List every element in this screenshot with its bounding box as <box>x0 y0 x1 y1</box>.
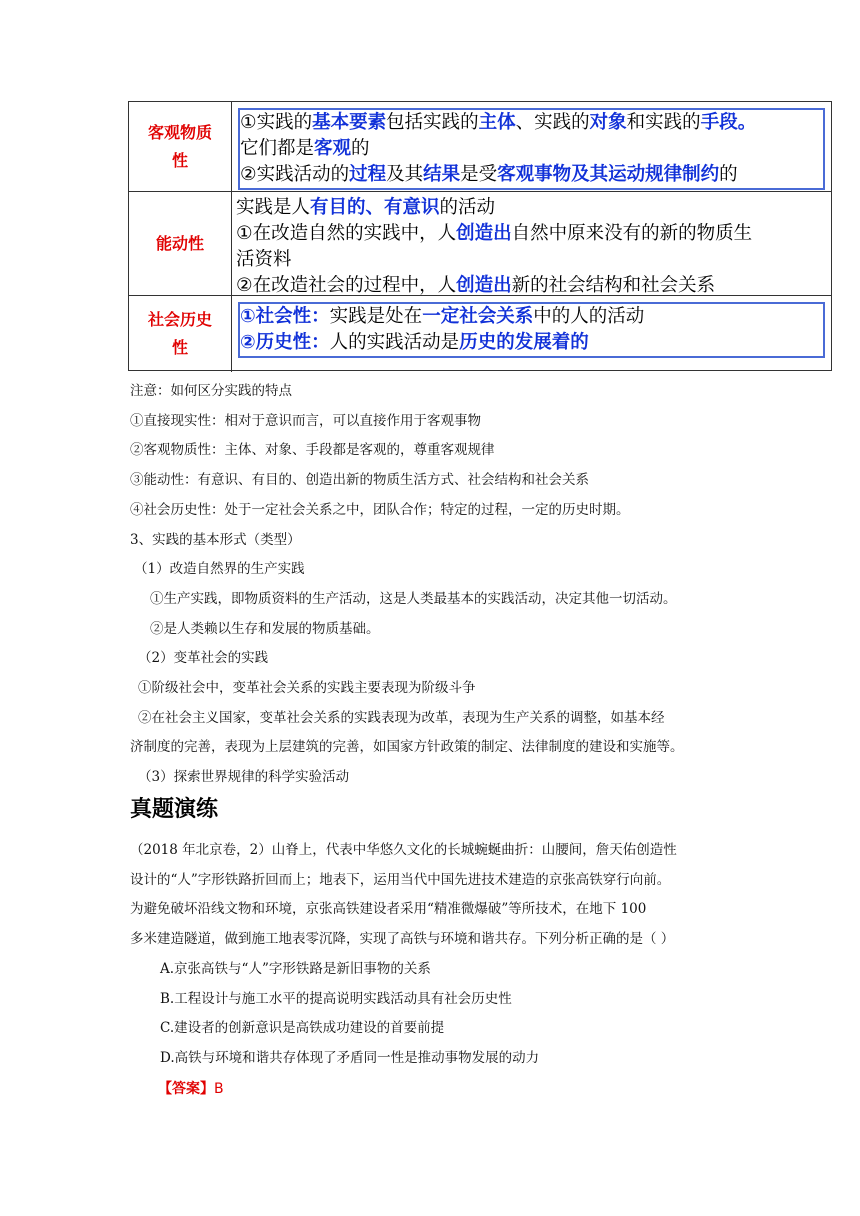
content-line <box>240 304 823 330</box>
content-box <box>238 302 825 358</box>
keyword: 手段。 <box>700 112 757 133</box>
subsection-heading: （2）变革社会的实践 <box>138 650 269 667</box>
section-heading: 3、实践的基本形式（类型） <box>130 531 301 548</box>
text-segment: 新的社会结构和社会关系 <box>511 275 716 296</box>
text-segment: 的 <box>351 138 370 159</box>
text-segment: 实践是处在 <box>329 306 423 327</box>
option-c: C.建设者的创新意识是高铁成功建设的首要前提 <box>160 1020 445 1036</box>
question-stem <box>130 836 740 955</box>
row-content <box>232 296 831 372</box>
note-item: ②客观物质性：主体、对象、手段都是客观的，尊重客观规律 <box>130 442 495 459</box>
text-segment: 及其 <box>386 164 424 185</box>
row-label-line: 能动性 <box>155 234 204 253</box>
practice-characteristics-table <box>128 101 832 371</box>
text-segment: 的活动 <box>439 197 496 218</box>
answer <box>158 1078 224 1098</box>
text-segment: 和实践的 <box>626 112 701 133</box>
note-item: ③能动性：有意识、有目的、创造出新的物质生活方式、社会结构和社会关系 <box>130 472 589 489</box>
question-line: 设计的“人”字形铁路折回而上；地表下，运用当代中国先进技术建造的京张高铁穿行向前。 <box>130 871 671 888</box>
keyword: 创造出 <box>456 223 512 244</box>
answer-value: B <box>214 1081 224 1097</box>
note-item: ①阶级社会中，变革社会关系的实践主要表现为阶级斗争 <box>138 680 476 697</box>
content-line <box>236 247 827 273</box>
keyword: 客观 <box>314 138 352 159</box>
row-label-line: 客观物质 <box>147 122 212 142</box>
content-line <box>236 221 827 247</box>
subsection-heading: （1）改造自然界的生产实践 <box>134 561 305 578</box>
question-line: （2018 年北京卷，2）山脊上，代表中华悠久文化的长城蜿蜒曲折：山腰间，詹天佑创造性 <box>130 842 677 858</box>
keyword: 结果 <box>423 164 461 185</box>
text-segment: ②实践活动的 <box>240 164 350 185</box>
keyword: 有目的、有意识 <box>310 197 440 218</box>
notes-section <box>130 377 740 793</box>
keyword: 对象 <box>589 112 627 133</box>
table-row <box>129 102 831 191</box>
text-segment: 人的实践活动是 <box>329 332 460 353</box>
keyword: 主体 <box>478 112 516 133</box>
text-segment: 包括实践的 <box>386 112 479 133</box>
keyword: 基本要素 <box>312 112 387 133</box>
note-item: ①生产实践，即物质资料的生产活动，这是人类最基本的实践活动，决定其他一切活动。 <box>150 590 677 607</box>
table-row <box>129 191 831 296</box>
text-segment: 实践是人 <box>236 197 311 218</box>
question-line: 为避免破坏沿线文物和环境，京张高铁建设者采用“精准微爆破”等所技术，在地下 100 <box>130 901 647 918</box>
content-line <box>240 136 823 162</box>
note-item: ②是人类赖以生存和发展的物质基础。 <box>150 620 380 637</box>
option-a: A.京张高铁与“人”字形铁路是新旧事物的关系 <box>160 961 431 977</box>
row-content <box>232 192 831 296</box>
subsection-heading: （3）探索世界规律的科学实验活动 <box>138 769 350 786</box>
row-label <box>129 192 232 296</box>
options-list <box>160 955 539 1073</box>
content-line <box>240 162 823 188</box>
section-title: 真题演练 <box>130 797 219 822</box>
text-segment: ②在改造社会的过程中，人 <box>236 275 457 296</box>
answer-label: 【答案】 <box>158 1081 214 1097</box>
keyword: 创造出 <box>456 275 512 296</box>
content-line <box>240 110 823 136</box>
note-item: ④社会历史性：处于一定社会关系之中，团队合作；特定的过程，一定的历史时期。 <box>130 501 630 518</box>
option-b: B.工程设计与施工水平的提高说明实践活动具有社会历史性 <box>160 990 512 1007</box>
note-item: ②在社会主义国家，变革社会关系的实践表现为改革，表现为生产关系的调整，如基本经 <box>138 709 665 726</box>
keyword: 一定社会关系 <box>422 306 534 327</box>
content-box <box>236 195 827 299</box>
row-label-line: 性 <box>171 338 188 357</box>
row-label <box>129 296 232 372</box>
row-label-line: 社会历史 <box>147 310 212 329</box>
text-segment: ①在改造自然的实践中，人 <box>236 223 457 244</box>
keyword: 历史的发展着的 <box>459 332 589 353</box>
note-item: ①直接现实性：相对于意识而言，可以直接作用于客观事物 <box>130 412 481 429</box>
note-item: 济制度的完善，表现为上层建筑的完善，如国家方针政策的制定、法律制度的建设和实施等。 <box>130 739 684 756</box>
text-segment: 中的人的活动 <box>533 306 645 327</box>
keyword: 客观事物及其运动规律制约 <box>497 164 720 185</box>
table-row <box>129 295 831 372</box>
text-segment: 、实践的 <box>515 112 590 133</box>
content-line <box>240 330 823 356</box>
notes-heading: 注意：如何区分实践的特点 <box>130 383 292 399</box>
text-segment: 的 <box>719 164 738 185</box>
row-label-line: 性 <box>171 150 188 170</box>
keyword: ①社会性： <box>240 306 330 327</box>
content-box <box>238 108 825 190</box>
text-segment: 自然中原来没有的新的物质生 <box>511 223 753 244</box>
text-segment: 活资料 <box>236 249 292 270</box>
content-line <box>236 195 827 221</box>
option-d: D.高铁与环境和谐共存体现了矛盾同一性是推动事物发展的动力 <box>160 1049 540 1066</box>
row-label <box>129 102 232 191</box>
question-line: 多米建造隧道，做到施工地表零沉降，实现了高铁与环境和谐共存。下列分析正确的是（ ） <box>130 931 675 948</box>
keyword: 过程 <box>349 164 387 185</box>
text-segment: 是受 <box>460 164 498 185</box>
keyword: ②历史性： <box>240 332 330 353</box>
row-content <box>232 102 831 191</box>
text-segment: ①实践的 <box>240 112 313 133</box>
text-segment: 它们都是 <box>240 138 315 159</box>
